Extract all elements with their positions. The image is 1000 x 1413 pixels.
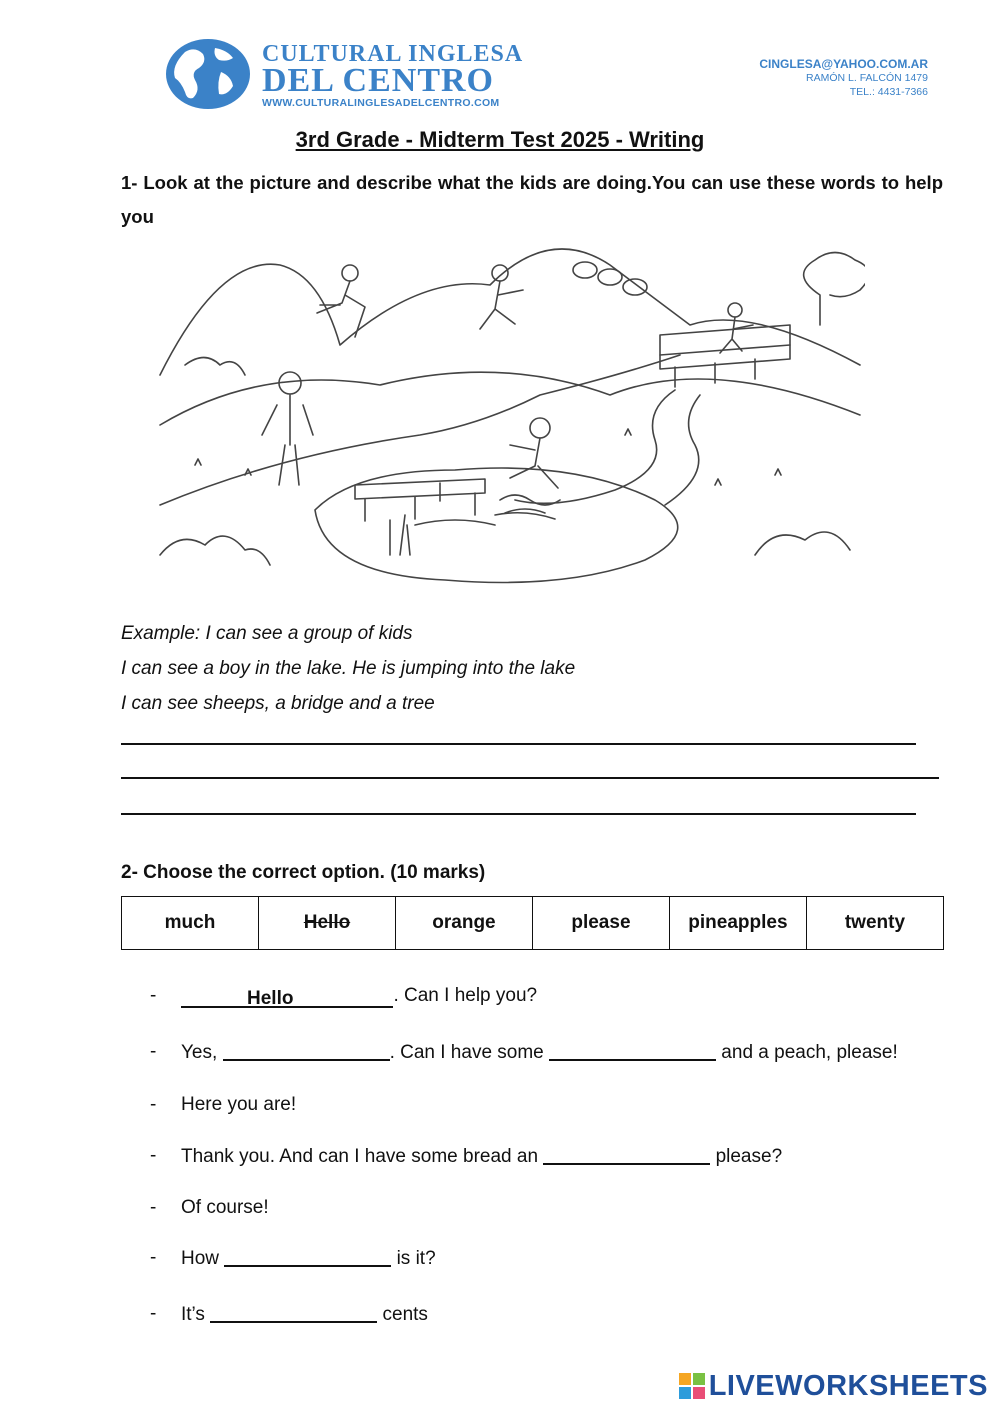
item-text: . Can I have some — [389, 1042, 550, 1063]
list-item — [150, 1145, 950, 1197]
contact-email: CINGLESA@YAHOO.COM.AR — [759, 57, 928, 71]
word-bank-cell-used: Hello — [258, 897, 395, 950]
list-item — [150, 1303, 950, 1355]
answer-blank-filled[interactable] — [181, 988, 393, 1008]
item-text: and a peach, please! — [716, 1042, 898, 1063]
list-item — [150, 1247, 950, 1303]
answer-line-1[interactable] — [121, 743, 916, 745]
answer-blank[interactable] — [210, 1303, 377, 1323]
kids-landscape-illustration — [155, 245, 865, 595]
question1-prompt: 1- Look at the picture and describe what the kids are doing.You can use these words to help you — [121, 172, 943, 227]
list-dash: - — [150, 1197, 157, 1218]
word-bank-table — [121, 896, 944, 950]
answer-blank[interactable] — [549, 1041, 716, 1061]
contact-address: RAMÓN L. FALCÓN 1479 — [806, 72, 928, 84]
list-item — [150, 1094, 950, 1145]
contact-phone: TEL.: 4431-7366 — [849, 86, 928, 98]
list-dash: - — [150, 1303, 157, 1324]
list-dash: - — [150, 1094, 157, 1115]
answer-blank[interactable] — [224, 1247, 391, 1267]
example-line-3: I can see sheeps, a bridge and a tree — [121, 693, 435, 714]
word-bank-cell: orange — [395, 897, 532, 950]
item-text: Yes, — [181, 1042, 223, 1063]
brand-name-line1: CULTURAL INGLESA — [262, 41, 524, 67]
dialogue-list — [150, 985, 950, 1355]
list-dash: - — [150, 1247, 157, 1268]
example-line-2: I can see a boy in the lake. He is jumping into the lake — [121, 658, 576, 679]
item-text: . Can I help you? — [393, 985, 538, 1006]
list-dash: - — [150, 1145, 157, 1166]
item-text: Thank you. And can I have some bread an — [181, 1146, 544, 1167]
brand-website: WWW.CULTURALINGLESADELCENTRO.COM — [262, 97, 500, 109]
list-item — [150, 1197, 950, 1247]
liveworksheets-wordmark: LIVEWORKSHEETS — [708, 1369, 988, 1402]
item-text: It’s — [181, 1304, 211, 1325]
list-dash: - — [150, 985, 157, 1006]
brand-name-line2: DEL CENTRO — [262, 62, 494, 99]
word-bank-cell: twenty — [806, 897, 943, 950]
word-bank-cell: much — [122, 897, 259, 950]
question2-prompt: 2- Choose the correct option. (10 marks) — [121, 862, 486, 883]
liveworksheets-cubes-icon — [679, 1373, 705, 1399]
answer-blank[interactable] — [223, 1041, 390, 1061]
filled-answer: Hello — [247, 988, 294, 1009]
answer-line-3[interactable] — [121, 813, 916, 815]
item-text: is it? — [391, 1248, 436, 1269]
page-title: 3rd Grade - Midterm Test 2025 - Writing — [295, 127, 705, 152]
contact-info — [759, 57, 928, 99]
word-bank-cell: pineapples — [669, 897, 806, 950]
answer-line-2[interactable] — [121, 777, 939, 779]
globe-icon — [165, 38, 251, 110]
item-text: cents — [377, 1304, 428, 1325]
list-item — [150, 1041, 950, 1094]
item-text: How — [181, 1248, 225, 1269]
item-text: please? — [710, 1146, 783, 1167]
liveworksheets-logo — [679, 1371, 988, 1401]
item-text: Of course! — [181, 1197, 269, 1218]
word-bank-cell: please — [532, 897, 669, 950]
list-dash: - — [150, 1041, 157, 1062]
example-sentences — [121, 616, 575, 721]
list-item — [150, 985, 950, 1041]
answer-blank[interactable] — [543, 1145, 710, 1165]
item-text: Here you are! — [181, 1094, 297, 1115]
school-logo — [165, 36, 524, 112]
example-line-1: Example: I can see a group of kids — [121, 623, 413, 644]
